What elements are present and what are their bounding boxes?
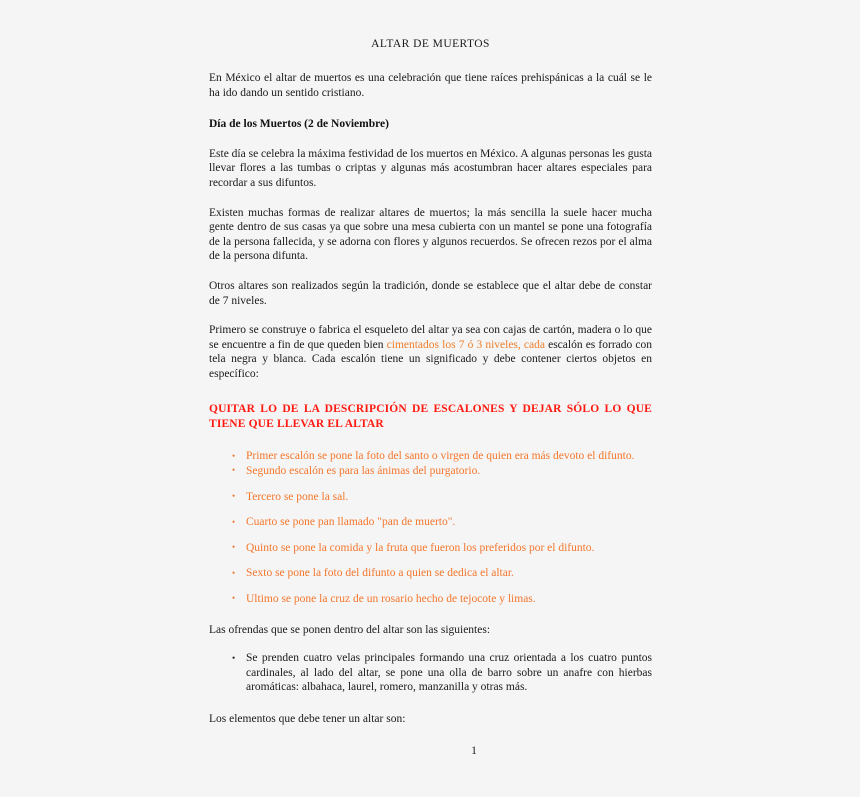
spacer [209,695,652,712]
spacer [209,606,652,623]
list-item: • Se prenden cuatro velas principales formando una cruz orientada a los cuatro puntos cardinales, al lado del altar, se pone una olla de barro sobre un anafre con hierbas aromáticas: albahaca, laurel, romero, manzanilla y otras más. [209,651,652,695]
list-item: • Ultimo se pone la cruz de un rosario hecho de tejocote y limas. [209,592,652,607]
spacer [209,100,652,117]
document-title: ALTAR DE MUERTOS [371,38,490,50]
intro-paragraph: En México el altar de muertos es una celebración que tiene raíces prehispánicas a la cuál se le ha ido dando un sentido cristiano. [209,72,652,99]
paragraph-celebracion: Este día se celebra la máxima festividad de los muertos en México. A algunas personas les gusta llevar flores a las tumbas o criptas y algunas más acostumbran hacer altares especiales para recordar a sus difuntos. [209,147,652,189]
list-item: • Segundo escalón es para las ánimas del purgatorio. [209,464,652,479]
paragraph-ofrendas-intro: Las ofrendas que se ponen dentro del altar son las siguientes: [209,624,491,637]
escalones-bullet-list [209,449,652,606]
list-item: • Primer escalón se pone la foto del santo o virgen de quien era más devoto el difunto. [209,449,652,464]
paragraph-text-before-highlight: Primero se construye o fabrica el esqueleto del altar ya sea con cajas de cartón, madera o lo que se encuentre a fin de que queden bien [209,324,652,351]
spacer [209,132,652,147]
spacer [209,308,652,323]
document-content-column [209,0,652,726]
section-heading-dia-de-los-muertos: Día de los Muertos (2 de Noviembre) [209,118,389,131]
spacer [209,191,652,206]
paragraph-tradicion-niveles: Otros altares son realizados según la tradición, donde se establece que el altar debe de constar de 7 niveles. [209,279,652,307]
list-item: • Cuarto se pone pan llamado "pan de muerto". [209,515,652,530]
paragraph-formas-altares: Existen muchas formas de realizar altares de muertos; la más sencilla la suele hacer mucha gente dentro de sus casas ya que sobre una mesa cubierta con un mantel se pone una fotografía de la persona fallecida, y se adorna con flores y algunos recuerdos. Se ofrecen rezos por el alma de la persona difunta. [209,206,652,263]
list-item: • Sexto se pone la foto del difunto a quien se dedica el altar. [209,566,652,581]
spacer [209,51,652,71]
spacer [209,264,652,279]
list-item: • Tercero se pone la sal. [209,490,652,505]
spacer [209,382,652,402]
paragraph-construccion-esqueleto [209,323,652,381]
ofrendas-bullet-list [209,651,652,695]
spacer [209,638,652,651]
paragraph-elementos-closing: Los elementos que debe tener un altar son: [209,712,406,725]
spacer [209,432,652,449]
editorial-note-heading: QUITAR LO DE LA DESCRIPCIÓN DE ESCALONES Y DEJAR SÓLO LO QUE TIENE QUE LLEVAR EL ALTAR [209,402,652,430]
page-number: 1 [471,745,477,757]
highlighted-text-cimentados: cimentados los 7 ó 3 niveles, cada [386,338,545,351]
paragraph-text-after-highlight: escalón es forrado con tela negra y blanca. Cada escalón tiene un significado y debe contener ciertos objetos en específico: [209,338,652,380]
list-item: • Quinto se pone la comida y la fruta que fueron los preferidos por el difunto. [209,541,652,556]
